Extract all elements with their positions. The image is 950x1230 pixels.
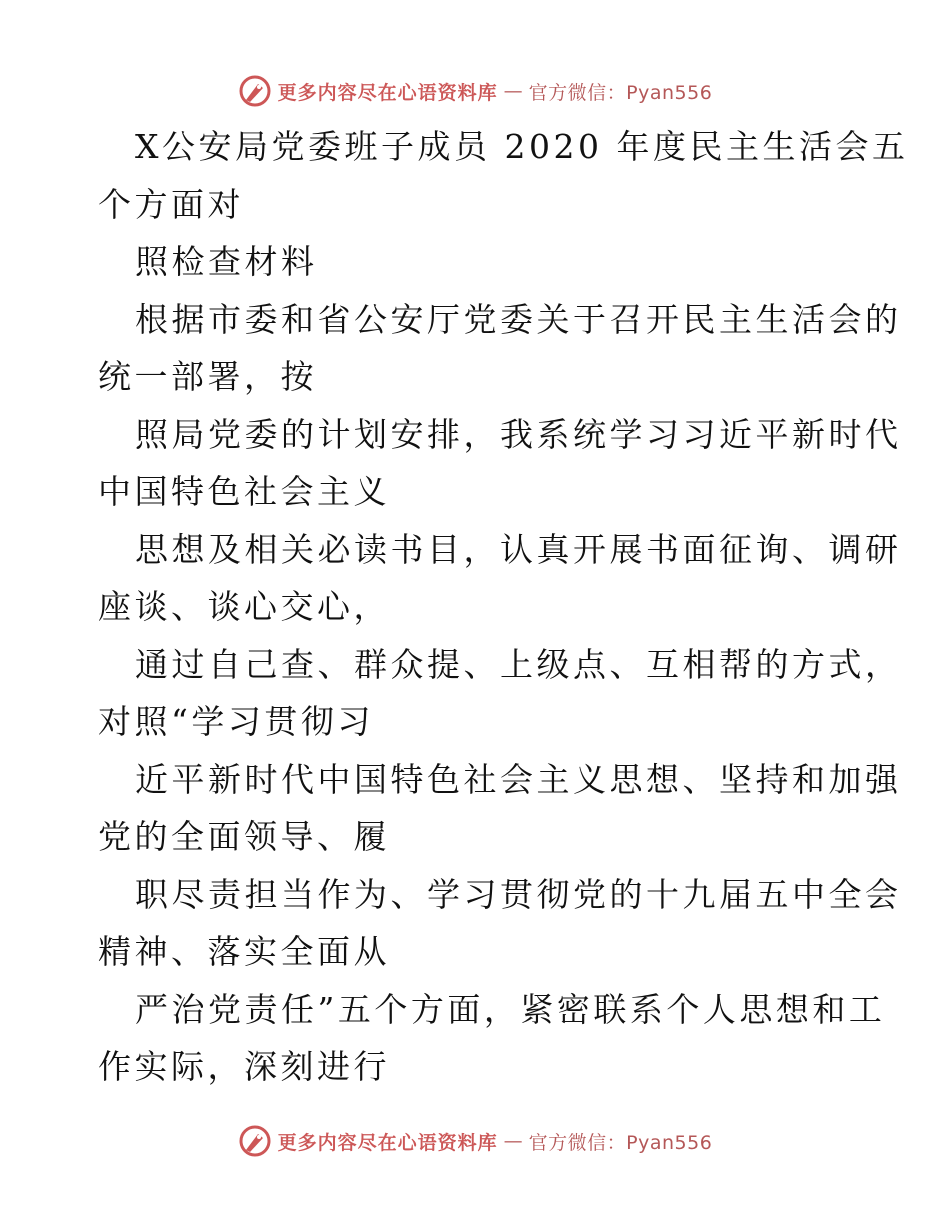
paragraph-line: 近平新时代中国特色社会主义思想、坚持和加强 [135,759,902,799]
watermark-text: 更多内容尽在心语资料库 [277,1131,498,1154]
pen-nib-logo-icon [238,1124,272,1158]
paragraph-line: 通过自己查、群众提、上级点、互相帮的方式， [135,644,902,684]
document-body [98,118,909,1096]
pen-nib-logo-icon [238,74,272,108]
title-line-3: 照检查材料 [135,242,318,281]
paragraph-line: 根据市委和省公安厅党委关于召开民主生活会的 [135,299,902,339]
paragraph-line: 对照“学习贯彻习 [98,702,374,741]
watermark-separator: — [503,1130,523,1152]
paragraph-line: 作实际，深刻进行 [98,1047,390,1086]
title-line-2: 个方面对 [98,184,244,224]
watermark-separator: — [503,80,523,102]
footer-watermark [0,1121,950,1161]
paragraph-line: 精神、落实全面从 [98,932,390,971]
paragraph-line: 照局党委的计划安排，我系统学习习近平新时代 [135,414,902,454]
paragraph-line: 中国特色社会主义 [98,472,390,511]
watermark-contact: 官方微信：Pyan556 [528,81,713,104]
paragraph-line: 思想及相关必读书目，认真开展书面征询、调研 [135,529,902,569]
paragraph-line: 职尽责担当作为、学习贯彻党的十九届五中全会 [135,874,902,914]
title-line-1: X公安局党委班子成员 2020 年度民主生活会五 [135,127,909,166]
paragraph-line: 党的全面领导、履 [98,817,390,856]
paragraph-line: 统一部署，按 [98,357,317,396]
watermark-text: 更多内容尽在心语资料库 [277,81,498,104]
watermark-contact: 官方微信：Pyan556 [528,1131,713,1154]
header-watermark [0,71,950,111]
paragraph-line: 座谈、谈心交心， [98,587,390,626]
paragraph-line: 严治党责任”五个方面，紧密联系个人思想和工 [135,989,886,1029]
